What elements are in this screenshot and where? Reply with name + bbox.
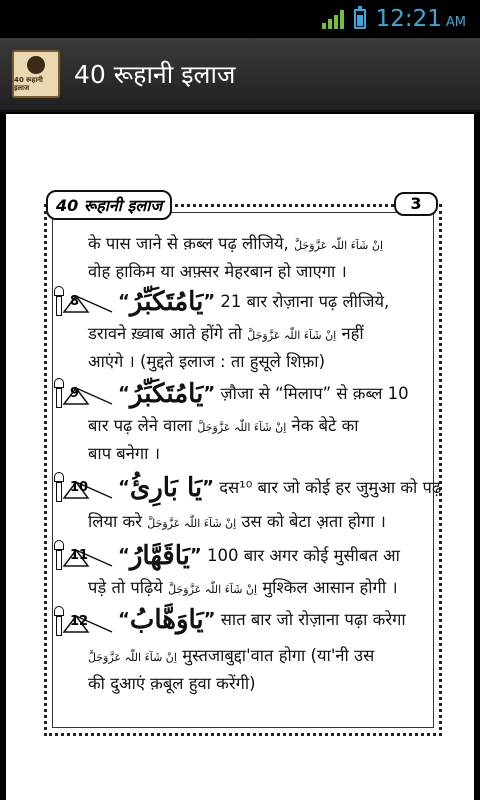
item-text: मुस्तजाबुद्दा'वात होगा (या'नी उस [182, 646, 375, 665]
inshallah-text: اِنْ شَآءَ اللّٰہ عَزَّوَجَلَّ [168, 583, 258, 596]
item-9-line-2 [88, 414, 438, 440]
item-8-line-2 [88, 322, 438, 348]
item-text: ज़ौजा से “मिलाप” से क़ब्ल 10 [220, 384, 409, 403]
item-text: सात बार जो रोज़ाना पढ़ा करेगा [220, 610, 406, 629]
inshallah-text: اِنْ شَآءَ اللّٰہ عَزَّوَجَلَّ [294, 239, 383, 252]
signal-icon [322, 9, 344, 29]
mosque-badge-icon [52, 470, 118, 504]
mosque-badge-icon [52, 538, 118, 572]
item-number: 9 [70, 386, 80, 401]
arabic-name: یَاقَھَّارُ [129, 541, 190, 571]
app-logo-icon[interactable] [12, 50, 60, 98]
app-logo-figure [27, 56, 45, 74]
item-number: 12 [70, 614, 89, 629]
inshallah-text: اِنْ شَآءَ اللّٰہ عَزَّوَجَلَّ [88, 651, 177, 664]
mosque-badge-icon [52, 284, 118, 318]
action-bar [0, 38, 480, 112]
intro-line-1 [88, 232, 438, 258]
inshallah-text: اِنْ شَآءَ اللّٰہ عَزَّوَجَلَّ [147, 517, 237, 530]
item-8-line-1: “یَامُتَکَبِّرُ” 21 बार रोज़ाना पढ़ लीजिये, [118, 287, 390, 317]
item-10-line-2 [88, 510, 438, 536]
inshallah-text: اِنْ شَآءَ اللّٰہ عَزَّوَجَلَّ [247, 329, 337, 342]
item-12-line-1: “یَاوَھَّابُ” सात बार जो रोज़ाना पढ़ा करेगा [118, 605, 406, 635]
intro-text-1: के पास जाने से क़ब्ल पढ़ लीजिये, [88, 234, 289, 253]
item-text: बार पढ़ लेने वाला [88, 416, 193, 435]
item-8-line-3: आएंगे । (मुद्दते इलाज : ता हुसूले शिफ़ा) [88, 352, 326, 371]
item-text: मुश्किल आसान होगी । [262, 578, 398, 597]
item-11-line-1: “یَاقَھَّارُ” 100 बार अगर कोई मुसीबत आ [118, 541, 400, 571]
status-bar [0, 0, 480, 38]
item-text: डरावने ख़्वाब आते होंगे तो [88, 324, 243, 343]
app-logo-text: 40 रूहानी इलाज [14, 76, 43, 92]
status-ampm: AM [445, 14, 466, 30]
app-title: 40 रूहानी इलाज [74, 60, 236, 89]
item-number: 8 [70, 294, 80, 309]
item-text: पड़े तो पढ़िये [88, 578, 163, 597]
item-number: 10 [70, 480, 89, 495]
item-text: दस¹⁰ बार जो कोई हर जुमुआ को पढ़ [219, 478, 442, 497]
mosque-badge-icon [52, 604, 118, 638]
battery-icon [354, 9, 366, 29]
item-text: लिया करे [88, 512, 142, 531]
page-number: 3 [394, 192, 438, 216]
arabic-name: یَا بَارِئُ [129, 473, 203, 503]
inshallah-text: اِنْ شَآءَ اللّٰہ عَزَّوَجَلَّ [197, 421, 287, 434]
item-12-line-3: की दुआएं क़बूल हुवा करेंगी) [88, 674, 256, 693]
item-9-line-1: “یَامُتَکَبِّرُ” ज़ौजा से “मिलाप” से क़ब्ल 10 [118, 379, 409, 409]
item-text: 100 बार अगर कोई मुसीबत आ [207, 546, 400, 565]
item-11-line-2 [88, 576, 438, 602]
arabic-name: یَامُتَکَبِّرُ [129, 379, 204, 409]
item-12-line-2 [88, 644, 438, 670]
arabic-name: یَاوَھَّابُ [129, 605, 204, 635]
arabic-name: یَامُتَکَبِّرُ [129, 287, 204, 317]
status-time: 12:21 [375, 6, 442, 32]
intro-line-2: वोह हाकिम या अफ़्सर मेहरबान हो जाएगा । [88, 262, 347, 281]
item-9-line-3: बाप बनेगा । [88, 444, 160, 463]
item-text: उस को बेटा अ़ता होगा । [241, 512, 386, 531]
item-text: 21 बार रोज़ाना पढ़ लीजिये, [220, 292, 390, 311]
item-text: नहीं [341, 324, 364, 343]
item-number: 11 [70, 548, 89, 563]
mosque-badge-icon [52, 376, 118, 410]
item-10-line-1: “یَا بَارِئُ” दस¹⁰ बार जो कोई हर जुमुआ को पढ़ [118, 473, 442, 503]
item-text: नेक बेटे का [291, 416, 359, 435]
book-title: 40 रूहानी इलाज [46, 190, 172, 220]
page-viewer[interactable] [0, 112, 480, 800]
book-page [6, 114, 474, 800]
